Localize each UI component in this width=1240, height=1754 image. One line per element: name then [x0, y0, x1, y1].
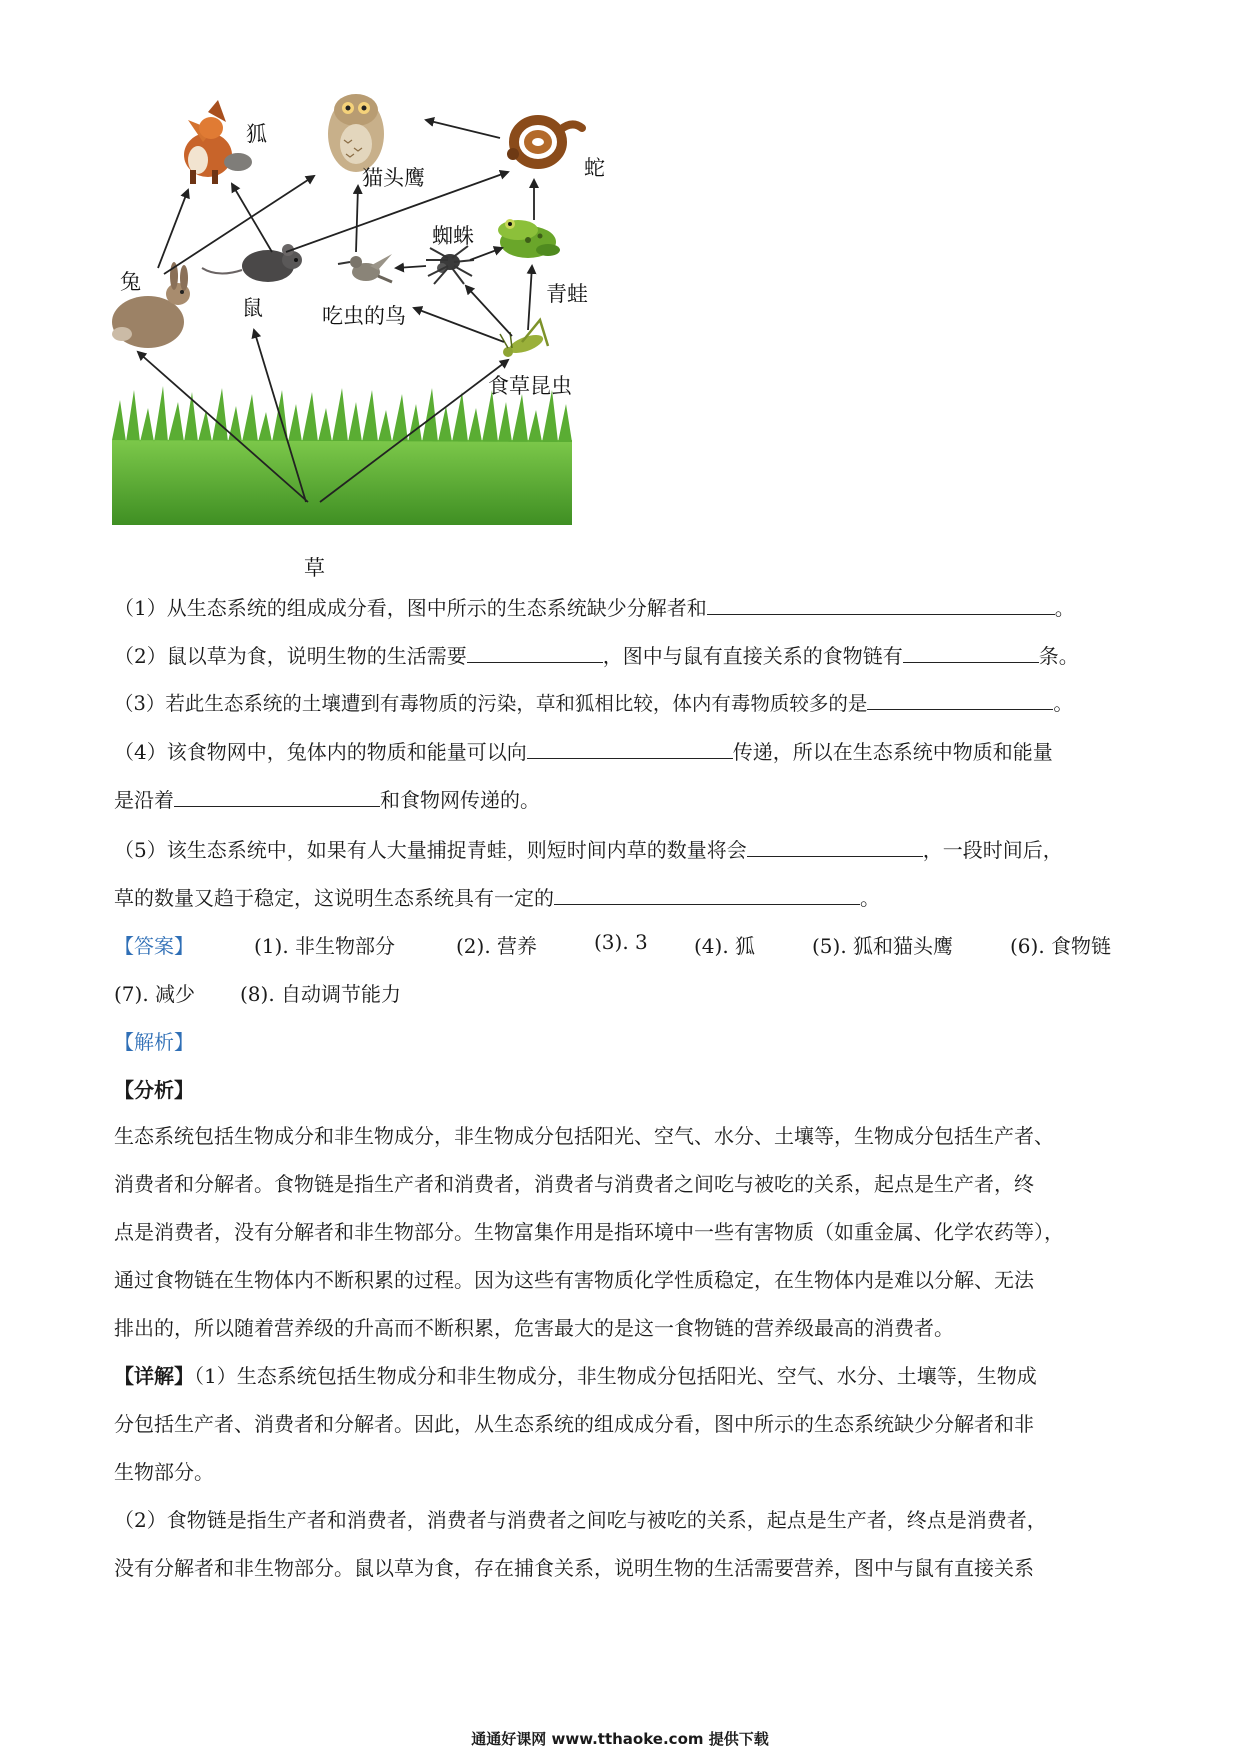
question-3-text: （3）若此生态系统的土壤遭到有毒物质的污染，草和狐相比较，体内有毒物质较多的是 — [114, 692, 868, 715]
detail-line: 没有分解者和非生物部分。鼠以草为食，存在捕食关系，说明生物的生活需要营养，图中与鼠有直接关系 — [114, 1556, 1034, 1580]
answer-item: (4). 狐 — [694, 934, 756, 958]
analysis-label: 【解析】 — [114, 1030, 194, 1054]
answer-blank[interactable] — [903, 642, 1039, 663]
arrow-insect-spider — [466, 286, 512, 336]
analysis-line: 排出的，所以随着营养级的升高而不断积累，危害最大的是这一食物链的营养级最高的消费者。 — [114, 1316, 954, 1340]
question-2-end: 条。 — [1038, 644, 1079, 668]
arrow-spider-bird — [396, 266, 426, 268]
question-3 — [114, 688, 1073, 716]
question-1 — [114, 592, 1075, 621]
question-5-text-c: 草的数量又趋于稳定，这说明生态系统具有一定的 — [114, 886, 554, 910]
analysis-line: 通过食物链在生物体内不断积累的过程。因为这些有害物质化学性质稳定，在生物体内是难以分解、无法 — [114, 1268, 1034, 1292]
answer-blank[interactable] — [554, 884, 860, 905]
detail-label: 【详解】 — [114, 1364, 194, 1388]
question-5-end: 。 — [860, 886, 880, 910]
analysis-line: 点是消费者，没有分解者和非生物部分。生物富集作用是指环境中一些有害物质（如重金属、化学农药等）， — [114, 1220, 1064, 1244]
arrow-spider-frog — [470, 248, 502, 260]
label-frog: 青蛙 — [546, 282, 588, 306]
fox-icon — [184, 100, 252, 184]
detail-line: 生物部分。 — [114, 1460, 214, 1484]
insect-eating-bird-icon — [338, 254, 392, 282]
frog-icon — [498, 219, 560, 258]
analysis-line: 消费者和分解者。食物链是指生产者和消费者，消费者与消费者之间吃与被吃的关系，起点是生产者，终 — [114, 1172, 1034, 1196]
question-4-text-d: 和食物网传递的。 — [380, 788, 540, 812]
question-2-text-b: ，图中与鼠有直接关系的食物链有 — [602, 644, 903, 668]
arrow-bird-owl — [356, 186, 358, 252]
owl-icon — [328, 94, 384, 172]
question-2-text-a: （2）鼠以草为食，说明生物的生活需要 — [114, 644, 467, 668]
mouse-icon — [202, 244, 302, 282]
question-5-line-2 — [114, 882, 880, 911]
arrow-snake-owl — [426, 120, 500, 138]
arrow-mouse-fox — [232, 184, 272, 252]
label-rabbit: 兔 — [120, 270, 141, 294]
analysis-line: 生态系统包括生物成分和非生物成分，非生物成分包括阳光、空气、水分、土壤等，生物成分包括生产者、 — [114, 1124, 1054, 1148]
question-1-text: （1）从生态系统的组成成分看，图中所示的生态系统缺少分解者和 — [114, 596, 707, 620]
label-spider: 蜘蛛 — [432, 224, 474, 248]
question-2 — [114, 640, 1079, 669]
question-4-line-2 — [114, 784, 540, 813]
label-snake: 蛇 — [584, 156, 605, 180]
answer-item: (6). 食物链 — [1010, 934, 1112, 958]
arrow-insect-frog — [528, 266, 532, 330]
answer-blank[interactable] — [174, 786, 380, 807]
answer-blank[interactable] — [867, 689, 1053, 710]
answer-item: (3). 3 — [594, 930, 648, 954]
answer-item: (5). 狐和猫头鹰 — [812, 934, 954, 958]
question-4-line-1 — [114, 736, 1053, 765]
label-grass: 草 — [304, 556, 325, 580]
page-footer: 通通好课网 www.tthaoke.com 提供下载 — [471, 1730, 769, 1748]
spider-icon — [426, 246, 474, 284]
label-fox: 狐 — [246, 122, 267, 146]
answer-item: (1). 非生物部分 — [254, 934, 396, 958]
herbivorous-insect-icon — [500, 320, 548, 357]
snake-icon — [507, 120, 582, 164]
answer-blank[interactable] — [747, 836, 923, 857]
question-5-line-1 — [114, 834, 1063, 863]
answer-blank[interactable] — [527, 738, 733, 759]
detail-line-1 — [114, 1362, 1037, 1390]
question-1-end: 。 — [1054, 596, 1075, 620]
detail-line: （2）食物链是指生产者和消费者，消费者与消费者之间吃与被吃的关系，起点是生产者，终点是消费者， — [114, 1508, 1047, 1532]
answer-label: 【答案】 — [114, 934, 194, 958]
question-5-text-b: ，一段时间后， — [922, 838, 1063, 862]
answer-item: (8). 自动调节能力 — [240, 982, 402, 1006]
answer-blank[interactable] — [467, 642, 603, 663]
answer-item: (2). 营养 — [456, 934, 538, 958]
question-4-text-c: 是沿着 — [114, 788, 174, 812]
label-owl: 猫头鹰 — [362, 166, 425, 190]
answer-blank[interactable] — [707, 594, 1055, 615]
grass-field — [112, 386, 572, 525]
label-bird: 吃虫的鸟 — [322, 304, 406, 328]
arrow-rabbit-fox — [158, 190, 188, 268]
question-4-text-a: （4）该食物网中，兔体内的物质和能量可以向 — [114, 740, 527, 764]
detail-line: 分包括生产者、消费者和分解者。因此，从生态系统的组成成分看，图中所示的生态系统缺少分解者和非 — [114, 1412, 1034, 1436]
label-mouse: 鼠 — [242, 296, 263, 320]
analysis-sub-label: 【分析】 — [114, 1078, 194, 1102]
food-web-diagram — [108, 90, 668, 580]
question-4-text-b: 传递，所以在生态系统中物质和能量 — [732, 740, 1053, 764]
answer-item: (7). 减少 — [114, 982, 196, 1006]
question-5-text-a: （5）该生态系统中，如果有人大量捕捉青蛙，则短时间内草的数量将会 — [114, 838, 747, 862]
detail-line: （1）生态系统包括生物成分和非生物成分，非生物成分包括阳光、空气、水分、土壤等，生物成 — [194, 1364, 1037, 1388]
question-3-end: 。 — [1053, 692, 1073, 715]
label-insect: 食草昆虫 — [488, 374, 572, 398]
